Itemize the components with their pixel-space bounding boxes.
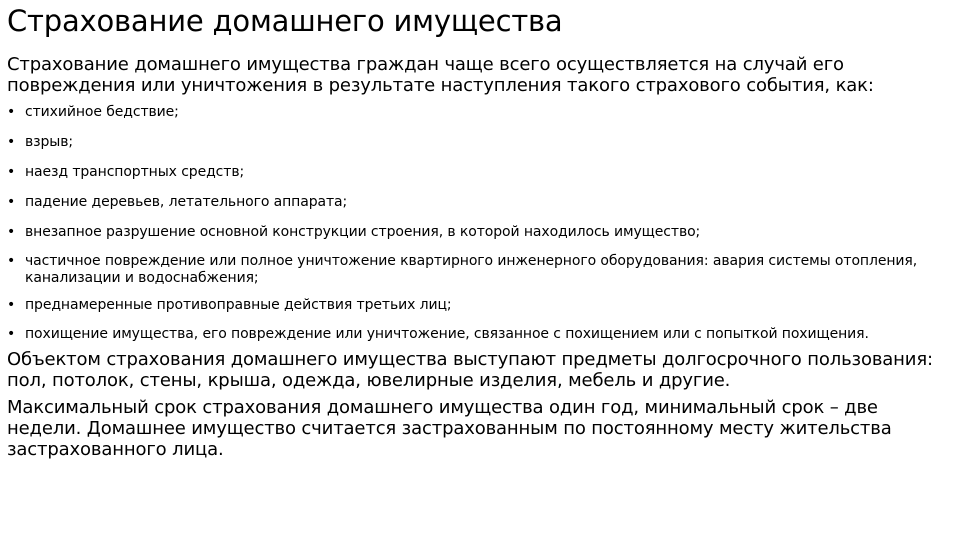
list-item — [7, 253, 952, 287]
list-item-text: наезд транспортных средств; — [25, 164, 245, 180]
bullet-icon: • — [7, 224, 16, 240]
bullet-icon: • — [7, 134, 16, 150]
list-item — [7, 164, 952, 181]
list-item-text: похищение имущества, его повреждение или уничтожение, связанное с похищением или с попыткой похищения. — [25, 326, 869, 342]
list-item — [7, 104, 952, 121]
list-item-text: внезапное разрушение основной конструкции строения, в которой находилось имущество; — [25, 224, 701, 240]
bullet-icon: • — [7, 253, 16, 269]
list-item-text: взрыв; — [25, 134, 74, 150]
list-item — [7, 326, 952, 343]
list-item — [7, 194, 952, 211]
intro-paragraph: Страхование домашнего имущества граждан чаще всего осуществляется на случай его повреждения или уничтожения в результате наступления такого страхового события, как: — [7, 54, 874, 96]
term-paragraph: Максимальный срок страхования домашнего имущества один год, минимальный срок – две недели. Домашнее имущество считается застрахованным по постоянному месту жительства застрахованного лица. — [7, 397, 892, 460]
insured-events-list — [7, 104, 952, 343]
list-item — [7, 134, 952, 151]
bullet-icon: • — [7, 297, 16, 313]
object-paragraph: Объектом страхования домашнего имущества выступают предметы долгосрочного пользования: пол, потолок, стены, крыша, одежда, ювелирные изделия, мебель и другие. — [7, 349, 933, 391]
list-item-text: стихийное бедствие; — [25, 104, 179, 120]
list-item-text: преднамеренные противоправные действия третьих лиц; — [25, 297, 452, 313]
bullet-icon: • — [7, 194, 16, 210]
bullet-icon: • — [7, 104, 16, 120]
list-item-text: падение деревьев, летательного аппарата; — [25, 194, 348, 210]
list-item — [7, 297, 952, 314]
slide-title: Страхование домашнего имущества — [7, 4, 563, 38]
bullet-icon: • — [7, 164, 16, 180]
list-item — [7, 224, 952, 241]
list-item-text: частичное повреждение или полное уничтожение квартирного инженерного оборудования: авария системы отопления, канализации и водоснабжения; — [25, 253, 918, 286]
bullet-icon: • — [7, 326, 16, 342]
